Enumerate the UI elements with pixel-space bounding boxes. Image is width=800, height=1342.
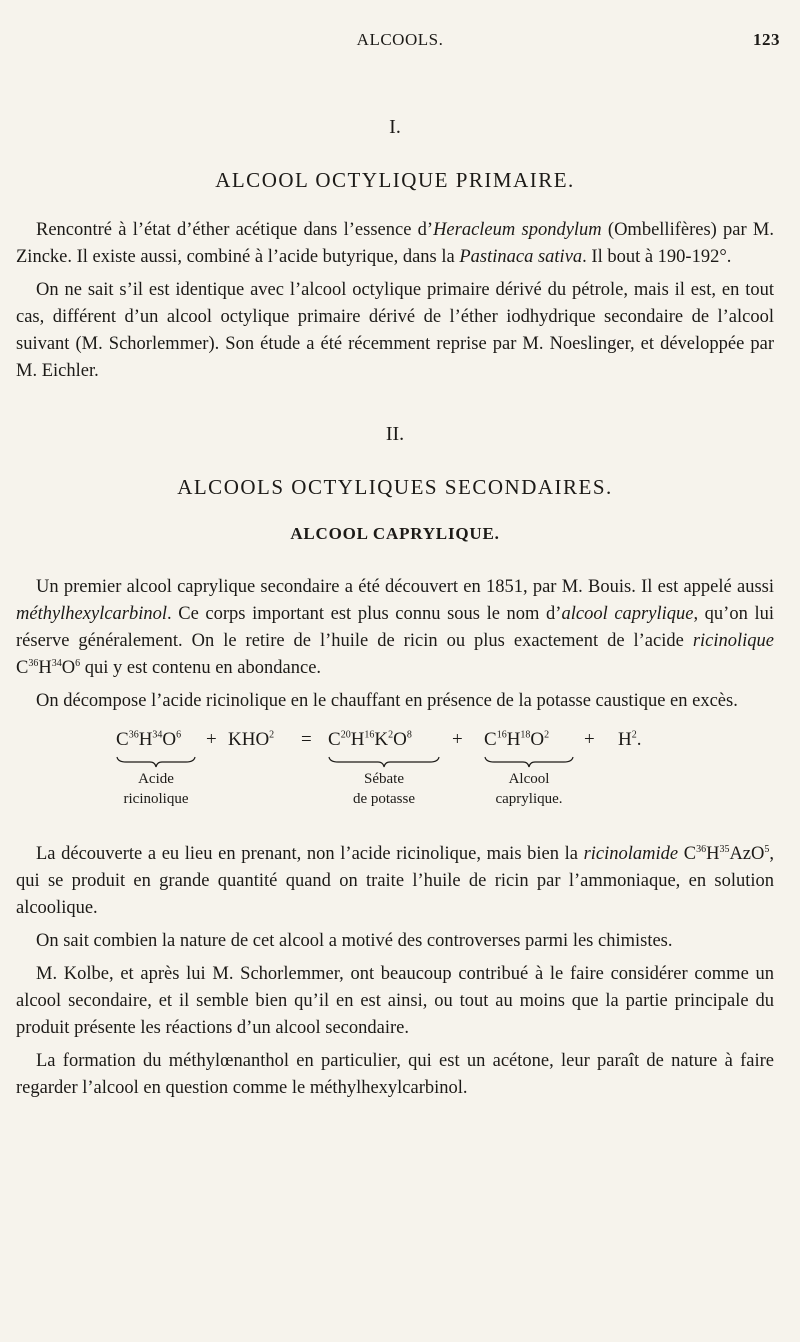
subsection-title: ALCOOL CAPRYLIQUE.	[290, 524, 500, 543]
paragraph: On ne sait s’il est identique avec l’alcool octylique primaire dérivé du pétrole, mais il est, en tout cas, différent d’un alcool octylique primaire dérivé de l’éther iodhydrique secondaire de l’alcool suivant (M. Schorlemmer). Son étude a été récemment reprise par M. Noeslinger, et développée par M. Eichler.	[16, 280, 774, 381]
text-run: Rencontré à l’état d’éther acétique dans l’essence d’	[36, 220, 434, 240]
formula-text: O	[61, 658, 76, 678]
label-caprylic-alcohol: Alcool caprylique.	[495, 771, 563, 807]
text-run: (Ombellifères) par M. Zincke. Il existe aussi, combiné à l’acide butyrique, dans la	[16, 220, 774, 267]
brace-icon	[484, 756, 574, 768]
paragraph	[16, 841, 774, 922]
formula-text: H	[706, 844, 720, 864]
page-body	[16, 116, 774, 1102]
brace-icon	[116, 756, 196, 768]
formula-index: 36	[696, 843, 707, 855]
formula-text: C	[16, 658, 29, 678]
text-run: . Il bout à 190-192°.	[582, 247, 732, 267]
plus-sign: +	[206, 729, 217, 750]
chemical-equation	[16, 729, 774, 825]
formula-hydrogen: $H^2$.	[618, 729, 642, 750]
paragraph: On sait combien la nature de cet alcool a motivé des controverses parmi les chimistes.	[36, 931, 673, 951]
italic-text: Heracleum spondylum	[433, 220, 602, 240]
italic-text: méthylhexylcarbinol	[16, 604, 168, 624]
formula-index: 36	[28, 657, 39, 669]
text-run: . Ce corps important est plus connu sous le nom d’	[167, 604, 562, 624]
formula-index: 35	[719, 843, 730, 855]
section-number: II.	[385, 423, 405, 445]
formula-index: 5	[764, 843, 770, 855]
equals-sign: =	[301, 729, 312, 750]
formula-potash: KHO$^2$	[228, 729, 275, 750]
paragraph: M. Kolbe, et après lui M. Schorlemmer, ont beaucoup contribué à le faire considérer comme un alcool secondaire, et il semble bien qu’il en est ainsi, ou tout au moins que la partie principale du produit présente les réactions d’un alcool secondaire.	[16, 964, 774, 1038]
formula-index: 34	[51, 657, 62, 669]
page-number: 123	[753, 30, 780, 49]
paragraph: On décompose l’acide ricinolique en le chauffant en présence de la potasse caustique en excès.	[36, 691, 738, 711]
paragraph: La formation du méthylœnanthol en particulier, qui est un acétone, leur paraît de nature à faire regarder l’alcool en question comme le méthylhexylcarbinol.	[16, 1051, 774, 1098]
running-title: ALCOOLS.	[356, 30, 444, 49]
formula-caprylic-alcohol: $C^{16}H^{18}O^2$	[484, 729, 550, 750]
italic-text: Pastinaca sativa	[459, 247, 583, 267]
text-run: Un premier alcool caprylique secondaire a été découvert en 1851, par M. Bouis. Il est appelé aussi	[36, 577, 774, 597]
formula-text: C	[678, 844, 697, 864]
formula-index: 6	[75, 657, 81, 669]
text-run: , qu’on lui réserve généralement. On le retire de l’huile de ricin ou plus exactement de l’acide	[16, 604, 774, 651]
label-potassium-sebate: Sébate de potasse	[352, 771, 416, 807]
text-run: qui y est contenu en abondance.	[80, 658, 322, 678]
formula-ricinoleic-acid: $C^{36}H^{34}O^6$	[116, 729, 182, 750]
label-ricinoleic-acid: Acide ricinolique	[123, 771, 189, 807]
italic-text: alcool caprylique	[561, 604, 694, 624]
italic-text: ricinolique	[692, 631, 774, 651]
text-run: La découverte a eu lieu en prenant, non l’acide ricinolique, mais bien la	[36, 844, 584, 864]
section-title: ALCOOL OCTYLIQUE PRIMAIRE.	[215, 168, 575, 192]
brace-icon	[328, 756, 440, 768]
formula-text: H	[38, 658, 52, 678]
formula-potassium-sebate: $C^{20}H^{16}K^2O^8$	[328, 729, 412, 750]
formula-text: AzO	[729, 844, 765, 864]
section-title: ALCOOLS OCTYLIQUES SECONDAIRES.	[177, 475, 613, 499]
section-number: I.	[389, 116, 401, 138]
italic-text: ricinolamide	[583, 844, 679, 864]
plus-sign: +	[452, 729, 463, 750]
plus-sign: +	[584, 729, 595, 750]
page-header	[0, 30, 800, 50]
paragraph	[16, 574, 774, 682]
paragraph	[16, 217, 774, 271]
text-run: , qui se produit en grande quantité quand on traite l’huile de ricin par l’ammoniaque, en solution alcoolique.	[16, 844, 774, 918]
